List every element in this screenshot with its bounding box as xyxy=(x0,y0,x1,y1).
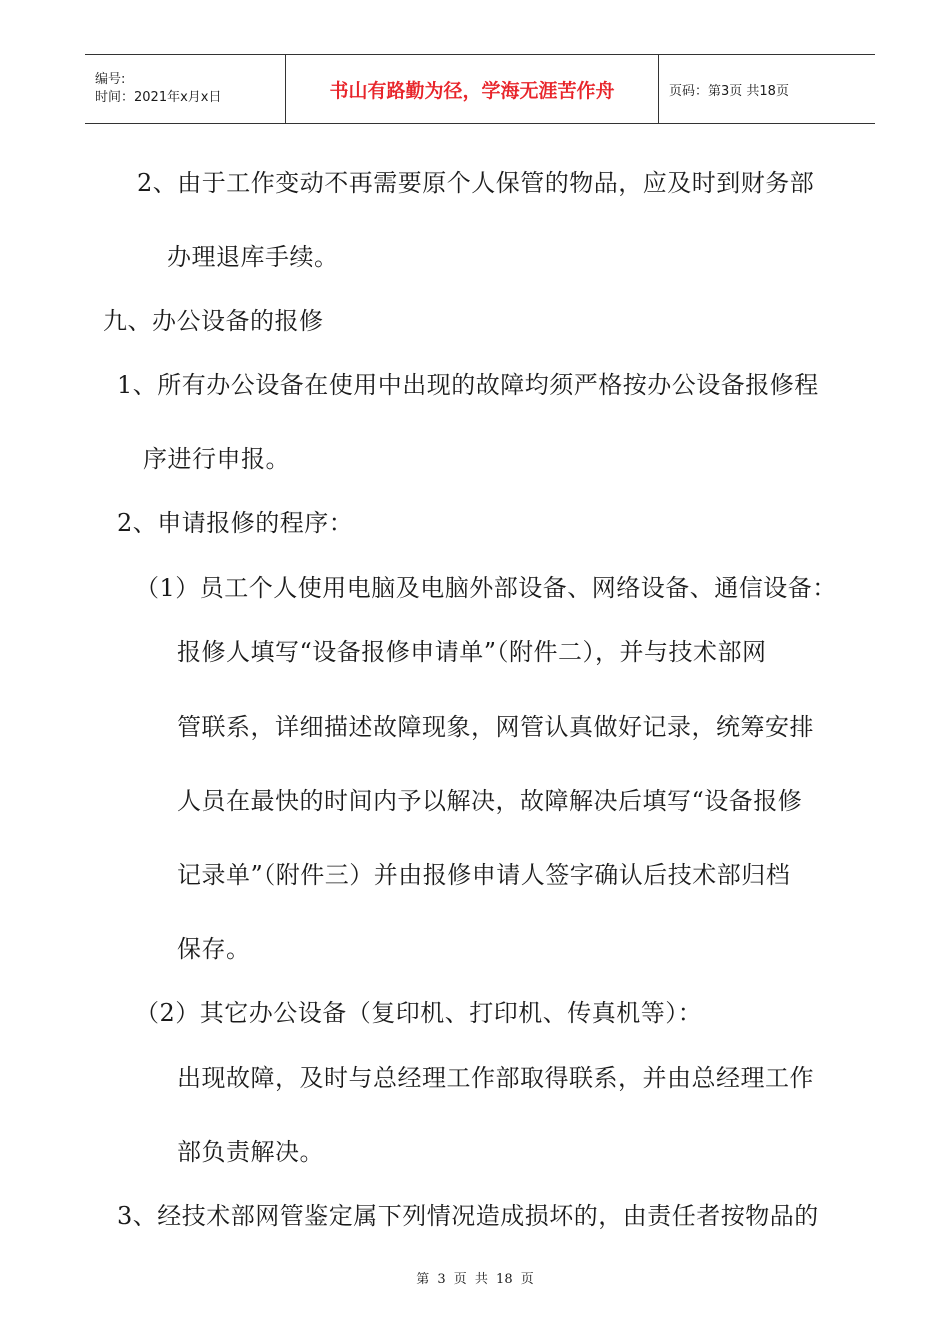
page-footer: 第 3 页 共 18 页 xyxy=(416,1272,534,1287)
header-motto: 书山有路勤为径，学海无涯苦作舟 xyxy=(286,55,659,123)
body-line: 1、所有办公设备在使用中出现的故障均须严格按办公设备报修程 xyxy=(117,371,819,399)
doc-time-label: 时间：2021年x月x日 xyxy=(95,90,222,105)
body-line: 报修人填写“设备报修申请单”（附件二），并与技术部网 xyxy=(177,638,767,666)
body-line: 管联系，详细描述故障现象，网管认真做好记录，统筹安排 xyxy=(177,713,814,741)
body-line: 人员在最快的时间内予以解决，故障解决后填写“设备报修 xyxy=(177,787,803,815)
body-line: （1）员工个人使用电脑及电脑外部设备、网络设备、通信设备： xyxy=(135,574,837,602)
body-line: 序进行申报。 xyxy=(143,445,290,473)
body-line: 2、由于工作变动不再需要原个人保管的物品，应及时到财务部 xyxy=(137,169,815,197)
body-line: 部负责解决。 xyxy=(177,1138,324,1166)
body-line: 办理退库手续。 xyxy=(167,243,339,271)
doc-number-label: 编号: xyxy=(95,72,126,87)
page-header xyxy=(85,54,875,124)
body-line: 出现故障，及时与总经理工作部取得联系，并由总经理工作 xyxy=(177,1064,814,1092)
header-page-info: 页码：第3页 共18页 xyxy=(669,83,789,99)
section-heading: 九、办公设备的报修 xyxy=(103,307,324,335)
header-meta xyxy=(85,55,286,123)
body-line: 3、经技术部网管鉴定属下列情况造成损坏的，由责任者按物品的 xyxy=(117,1202,819,1230)
body-line: 记录单”（附件三）并由报修申请人签字确认后技术部归档 xyxy=(177,861,791,889)
body-line: 2、申请报修的程序： xyxy=(117,509,354,537)
body-line: 保存。 xyxy=(177,935,251,963)
body-line: （2）其它办公设备（复印机、打印机、传真机等）： xyxy=(135,999,703,1027)
